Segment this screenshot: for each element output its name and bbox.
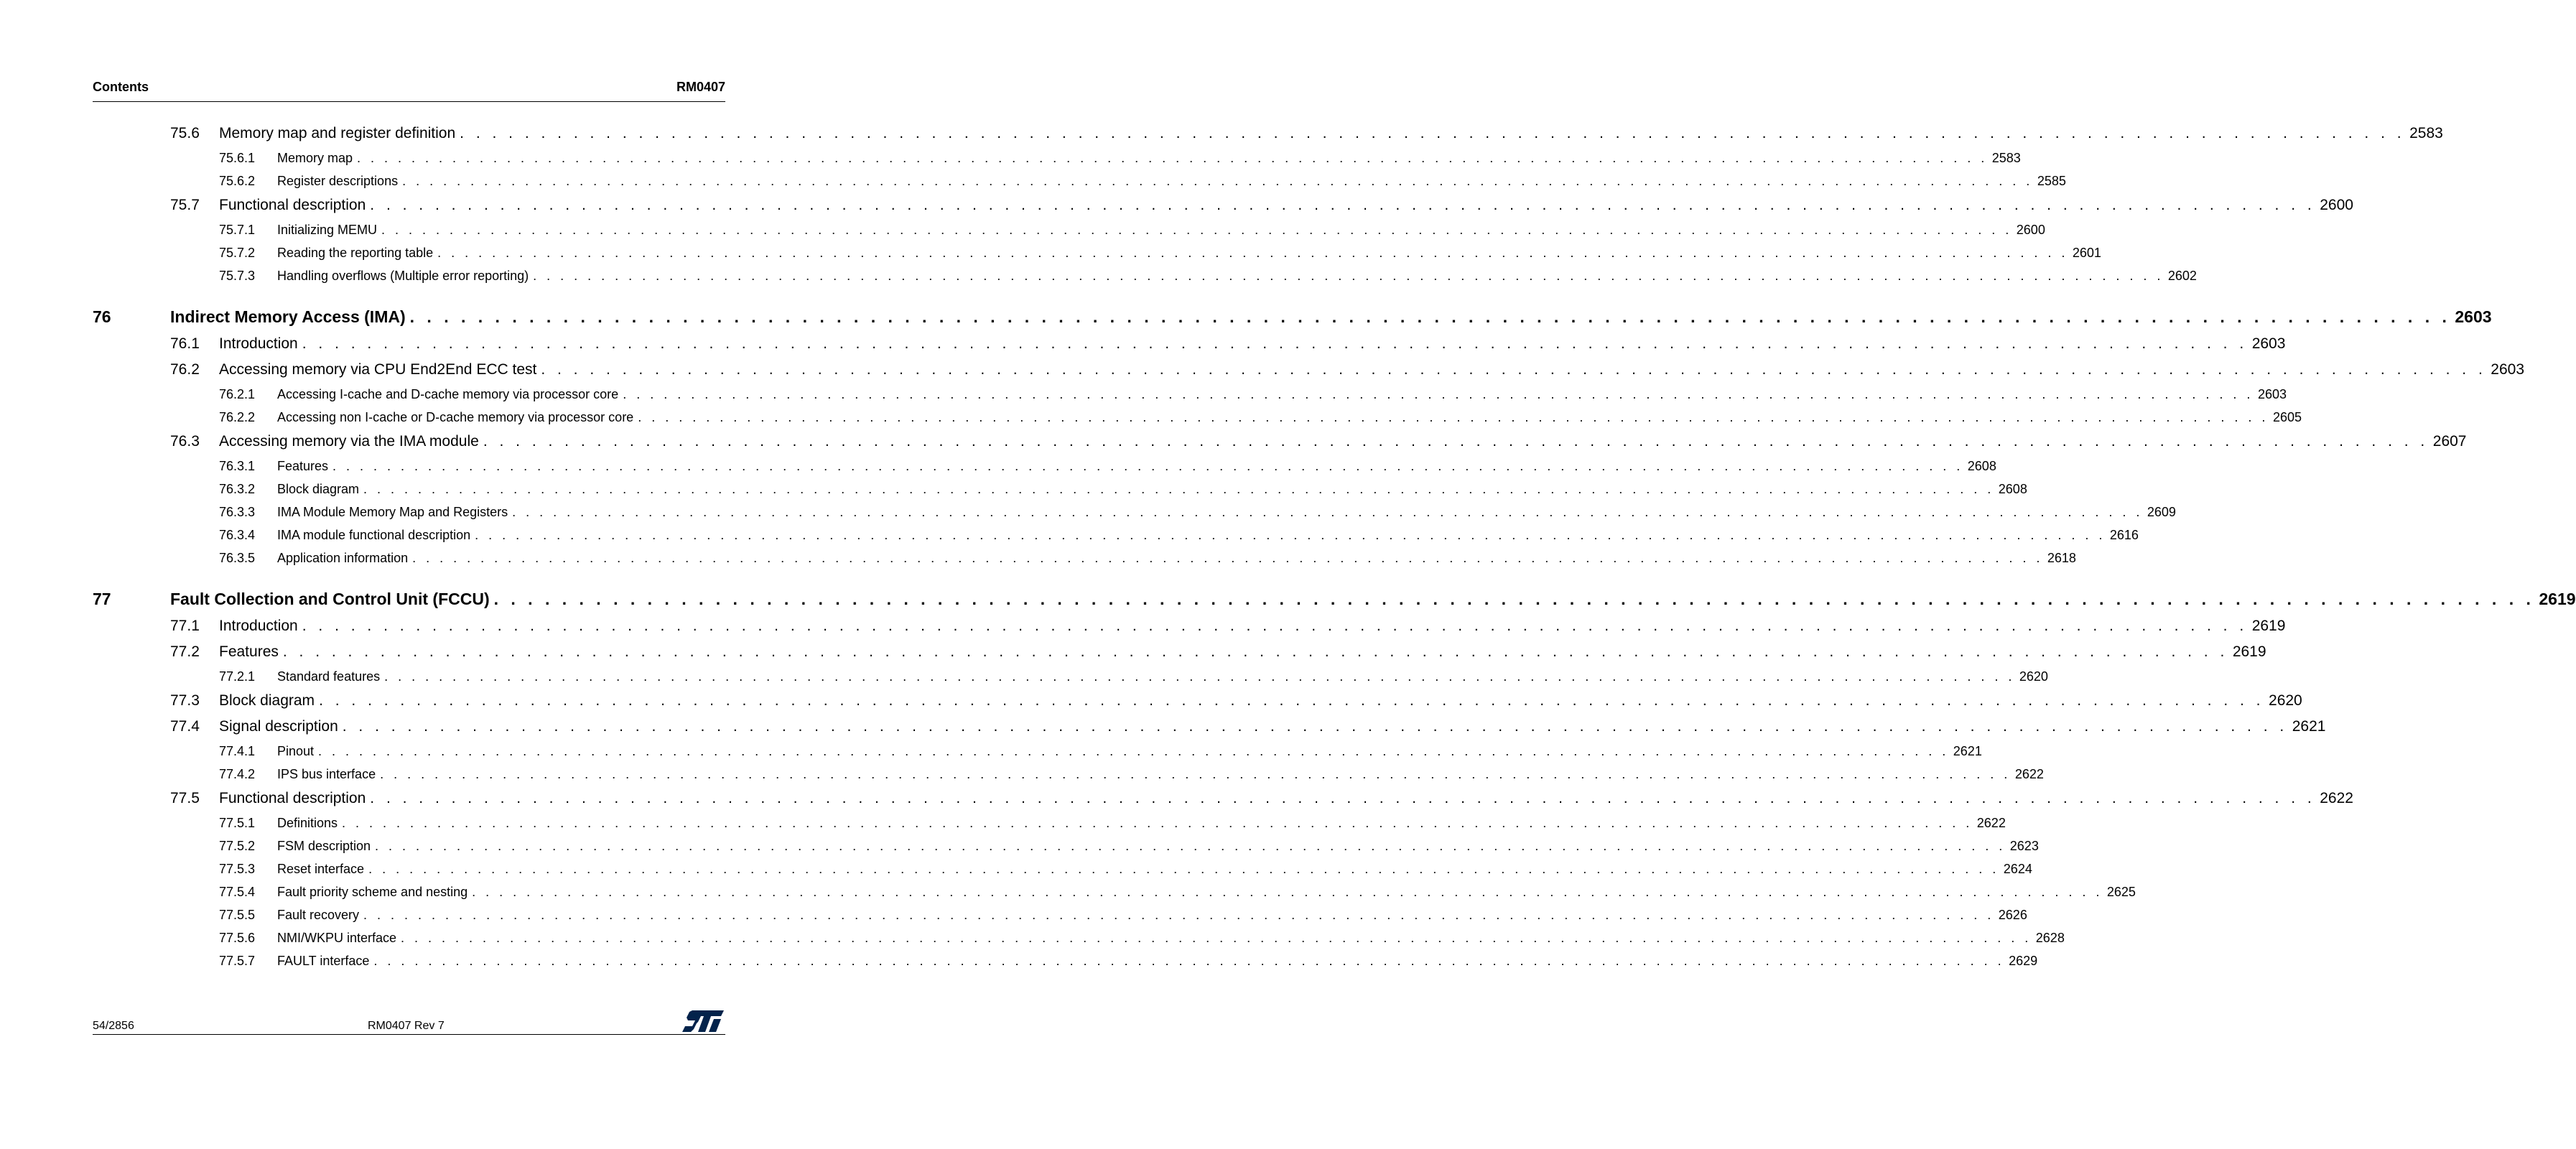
toc-entry-title: Definitions xyxy=(277,811,342,834)
toc-entry-page: 2621 xyxy=(1953,744,1982,758)
toc-entry-page: 2583 xyxy=(1991,151,2021,165)
toc-entry-page: 2600 xyxy=(2016,223,2045,237)
toc-entry-title: Introduction xyxy=(219,613,302,639)
header-rule xyxy=(93,101,725,102)
toc-entry-number: 77.5.3 xyxy=(219,862,256,876)
toc-entry-page: 2620 xyxy=(2019,669,2048,684)
toc-entry-title: Accessing memory via the IMA module xyxy=(219,429,483,455)
header-section-label: Contents xyxy=(93,80,149,94)
toc-section-entry[interactable] xyxy=(93,688,2302,714)
toc-dot-leader: . . . . . . . . . . . . . . . . . . . . . . . . . . . . . . . . . . . . . . . . . . . . . . . . . . . . . . . . . . . . . . . . . . . . . . . . . . . . . . . . . . . . . . . . . . . . . . . . . . . . . . . . . . . . . . . . . . . . . . . . xyxy=(318,744,1949,758)
toc-entry-page: 2608 xyxy=(1998,482,2027,496)
toc-subsection-entry[interactable] xyxy=(93,903,2027,926)
toc-entry-page: 2616 xyxy=(2109,528,2139,542)
toc-entry-number: 76.3 xyxy=(170,433,200,450)
toc-entry-page: 2619 xyxy=(2251,618,2286,634)
toc-entry-title: Handling overflows (Multiple error reporting) xyxy=(277,264,533,287)
toc-dot-leader: . . . . . . . . . . . . . . . . . . . . . . . . . . . . . . . . . . . . . . . . . . . . . . . . . . . . . . . . . . . . . . . . . . . . . . . . . . . . . . . . . . . . . . . . . . . . . . . . . . . . . . . . . . . . . . . . . . . . . . . . xyxy=(363,908,1994,922)
toc-entry-title: Accessing I-cache and D-cache memory via processor core xyxy=(277,383,623,406)
toc-entry-title: Indirect Memory Access (IMA) xyxy=(170,302,410,331)
header-doc-id: RM0407 xyxy=(676,80,725,94)
toc-entry-number: 75.7.2 xyxy=(219,246,256,260)
toc-dot-leader: . . . . . . . . . . . . . . . . . . . . . . . . . . . . . . . . . . . . . . . . . . . . . . . . . . . . . . . . . . . . . . . . . . . . . . . . . . . . . . . . . . . . . . . . . . . . . . . . . . . . . . . . . . . . . . . . . . . . . . . . xyxy=(384,669,2015,684)
toc-subsection-entry[interactable] xyxy=(93,455,1996,478)
toc-dot-leader: . . . . . . . . . . . . . . . . . . . . . . . . . . . . . . . . . . . . . . . . . . . . . . . . . . . . . . . . . . . . . . . . . . . . . . . . . . . . . . . . . . . . . . . . . . . . . . . . . . . . . . . . . . . . . . . . . . . . . . . . xyxy=(342,718,2288,735)
toc-dot-leader: . . . . . . . . . . . . . . . . . . . . . . . . . . . . . . . . . . . . . . . . . . . . . . . . . . . . . . . . . . . . . . . . . . . . . . . . . . . . . . . . . . . . . . . . . . . . . . . . . . . . . . . . . . . . . . . . . . . . . . . . xyxy=(409,307,2451,326)
toc-subsection-entry[interactable] xyxy=(93,811,2006,834)
toc-entry-number: 76.2.1 xyxy=(219,387,256,401)
toc-section-entry[interactable] xyxy=(93,357,2525,383)
chapter-gap xyxy=(93,569,725,585)
toc-entry-number: 76 xyxy=(93,307,111,326)
toc-section-entry[interactable] xyxy=(93,429,2467,455)
toc-dot-leader: . . . . . . . . . . . . . . . . . . . . . . . . . . . . . . . . . . . . . . . . . . . . . . . . . . . . . . . . . . . . . . . . . . . . . . . . . . . . . . . . . . . . . . . . . . . . . . . . . . . . . . . . . . . . . . . . . . . . . . . . xyxy=(472,885,2103,899)
toc-entry-title: Memory map and register definition xyxy=(219,121,460,146)
toc-subsection-entry[interactable] xyxy=(93,218,2045,241)
toc-subsection-entry[interactable] xyxy=(93,546,2076,569)
toc-dot-leader: . . . . . . . . . . . . . . . . . . . . . . . . . . . . . . . . . . . . . . . . . . . . . . . . . . . . . . . . . . . . . . . . . . . . . . . . . . . . . . . . . . . . . . . . . . . . . . . . . . . . . . . . . . . . . . . . . . . . . . . . xyxy=(412,551,2043,565)
toc-chapter-entry[interactable] xyxy=(93,302,2492,331)
toc-entry-number: 77.1 xyxy=(170,618,200,634)
toc-entry-number: 77.5.1 xyxy=(219,816,256,830)
toc-entry-number: 77.5.7 xyxy=(219,954,256,968)
toc-entry-title: Standard features xyxy=(277,665,384,688)
toc-subsection-entry[interactable] xyxy=(93,926,2065,949)
toc-entry-number: 77.2 xyxy=(170,643,200,660)
toc-entry-title: Fault Collection and Control Unit (FCCU) xyxy=(170,585,494,613)
toc-entry-title: Accessing memory via CPU End2End ECC test xyxy=(219,357,541,383)
toc-entry-page: 2622 xyxy=(2320,790,2353,806)
toc-entry-number: 75.7 xyxy=(170,197,200,213)
toc-entry-page: 2583 xyxy=(2409,125,2443,141)
toc-dot-leader: . . . . . . . . . . . . . . . . . . . . . . . . . . . . . . . . . . . . . . . . . . . . . . . . . . . . . . . . . . . . . . . . . . . . . . . . . . . . . . . . . . . . . . . . . . . . . . . . . . . . . . . . . . . . . . . . . . . . . . . . xyxy=(483,433,2429,450)
toc-entry-title: Block diagram xyxy=(277,478,363,501)
toc-entry-page: 2629 xyxy=(2009,954,2038,968)
toc-entry-number: 77.4 xyxy=(170,718,200,735)
toc-subsection-entry[interactable] xyxy=(93,264,2197,287)
toc-subsection-entry[interactable] xyxy=(93,880,2136,903)
toc-entry-title: Accessing non I-cache or D-cache memory via processor core xyxy=(277,406,638,429)
toc-entry-number: 75.6.1 xyxy=(219,151,256,165)
toc-dot-leader: . . . . . . . . . . . . . . . . . . . . . . . . . . . . . . . . . . . . . . . . . . . . . . . . . . . . . . . . . . . . . . . . . . . . . . . . . . . . . . . . . . . . . . . . . . . . . . . . . . . . . . . . . . . . . . . . . . . . . . . . xyxy=(541,361,2487,378)
toc-dot-leader: . . . . . . . . . . . . . . . . . . . . . . . . . . . . . . . . . . . . . . . . . . . . . . . . . . . . . . . . . . . . . . . . . . . . . . . . . . . . . . . . . . . . . . . . . . . . . . . . . . . . . . . . . . . . . . . . . . . . . . . . xyxy=(363,482,1994,496)
toc-dot-leader: . . . . . . . . . . . . . . . . . . . . . . . . . . . . . . . . . . . . . . . . . . . . . . . . . . . . . . . . . . . . . . . . . . . . . . . . . . . . . . . . . . . . . . . . . . . . . . . . . . . . . . . . . . . . . . . . . . . . . . . . xyxy=(342,816,1973,830)
toc-subsection-entry[interactable] xyxy=(93,834,2039,857)
toc-entry-title: Functional description xyxy=(219,192,370,218)
footer-doc-revision: RM0407 Rev 7 xyxy=(368,1020,445,1032)
toc-entry-page: 2605 xyxy=(2272,410,2302,424)
toc-entry-title: Functional description xyxy=(219,786,370,811)
toc-entry-number: 76.3.4 xyxy=(219,528,256,542)
toc-dot-leader: . . . . . . . . . . . . . . . . . . . . . . . . . . . . . . . . . . . . . . . . . . . . . . . . . . . . . . . . . . . . . . . . . . . . . . . . . . . . . . . . . . . . . . . . . . . . . . . . . . . . . . . . . . . . . . . . . . . . . . . . xyxy=(370,790,2316,806)
toc-entry-page: 2621 xyxy=(2292,718,2326,735)
toc-entry-title: FSM description xyxy=(277,834,375,857)
toc-entry-number: 75.7.3 xyxy=(219,269,256,283)
toc-entry-page: 2622 xyxy=(2014,767,2044,781)
toc-entry-page: 2602 xyxy=(2167,269,2197,283)
toc-entry-number: 77.5.5 xyxy=(219,908,256,922)
toc-entry-title: Initializing MEMU xyxy=(277,218,381,241)
toc-entry-title: Reset interface xyxy=(277,857,368,880)
toc-entry-number: 77.5.2 xyxy=(219,839,256,853)
toc-entry-page: 2624 xyxy=(2003,862,2032,876)
toc-subsection-entry[interactable] xyxy=(93,857,2032,880)
toc-entry-number: 77.4.2 xyxy=(219,767,256,781)
toc-entry-number: 75.6 xyxy=(170,125,200,141)
toc-dot-leader: . . . . . . . . . . . . . . . . . . . . . . . . . . . . . . . . . . . . . . . . . . . . . . . . . . . . . . . . . . . . . . . . . . . . . . . . . . . . . . . . . . . . . . . . . . . . . . . . . . . . . . . . . . . . . . . . . . . . . . . . xyxy=(370,197,2316,213)
toc-entry-page: 2618 xyxy=(2047,551,2076,565)
toc-entry-page: 2600 xyxy=(2320,197,2353,213)
toc-dot-leader: . . . . . . . . . . . . . . . . . . . . . . . . . . . . . . . . . . . . . . . . . . . . . . . . . . . . . . . . . . . . . . . . . . . . . . . . . . . . . . . . . . . . . . . . . . . . . . . . . . . . . . . . . . . . . . . . . . . . . . . . xyxy=(319,692,2265,709)
toc-section-entry[interactable] xyxy=(93,714,2326,740)
toc-dot-leader: . . . . . . . . . . . . . . . . . . . . . . . . . . . . . . . . . . . . . . . . . . . . . . . . . . . . . . . . . . . . . . . . . . . . . . . . . . . . . . . . . . . . . . . . . . . . . . . . . . . . . . . . . . . . . . . . . . . . . . . . xyxy=(375,839,2006,853)
footer-page-number: 54/2856 xyxy=(93,1020,134,1032)
toc-entry-number: 76.2.2 xyxy=(219,410,256,424)
toc-entry-title: Fault priority scheme and nesting xyxy=(277,880,472,903)
toc-entry-page: 2626 xyxy=(1998,908,2027,922)
toc-subsection-entry[interactable] xyxy=(93,763,2044,786)
toc-entry-page: 2623 xyxy=(2009,839,2039,853)
toc-entry-number: 75.6.2 xyxy=(219,174,256,188)
toc-entry-title: FAULT interface xyxy=(277,949,373,972)
toc-section-entry[interactable] xyxy=(93,613,2286,639)
table-of-contents xyxy=(93,121,2576,972)
toc-dot-leader: . . . . . . . . . . . . . . . . . . . . . . . . . . . . . . . . . . . . . . . . . . . . . . . . . . . . . . . . . . . . . . . . . . . . . . . . . . . . . . . . . . . . . . . . . . . . . . . . . . . . . . . . . . . . . . . . . . . . . . . . xyxy=(373,954,2005,968)
toc-dot-leader: . . . . . . . . . . . . . . . . . . . . . . . . . . . . . . . . . . . . . . . . . . . . . . . . . . . . . . . . . . . . . . . . . . . . . . . . . . . . . . . . . . . . . . . . . . . . . . . . . . . . . . . . . . . . . . . . . . . . . . . . xyxy=(282,643,2228,660)
toc-entry-page: 2603 xyxy=(2491,361,2525,378)
toc-entry-page: 2619 xyxy=(2232,643,2266,660)
toc-entry-title: Fault recovery xyxy=(277,903,363,926)
toc-entry-page: 2622 xyxy=(1976,816,2006,830)
toc-dot-leader: . . . . . . . . . . . . . . . . . . . . . . . . . . . . . . . . . . . . . . . . . . . . . . . . . . . . . . . . . . . . . . . . . . . . . . . . . . . . . . . . . . . . . . . . . . . . . . . . . . . . . . . . . . . . . . . . . . . . . . . . xyxy=(302,618,2248,634)
toc-dot-leader: . . . . . . . . . . . . . . . . . . . . . . . . . . . . . . . . . . . . . . . . . . . . . . . . . . . . . . . . . . . . . . . . . . . . . . . . . . . . . . . . . . . . . . . . . . . . . . . . . . . . . . . . . . . . . . . . . . . . . . . . xyxy=(357,151,1988,165)
toc-entry-title: IMA module functional description xyxy=(277,524,475,546)
toc-entry-page: 2603 xyxy=(2455,307,2492,326)
toc-entry-page: 2603 xyxy=(2257,387,2287,401)
toc-subsection-entry[interactable] xyxy=(93,665,2048,688)
toc-subsection-entry[interactable] xyxy=(93,241,2101,264)
toc-dot-leader: . . . . . . . . . . . . . . . . . . . . . . . . . . . . . . . . . . . . . . . . . . . . . . . . . . . . . . . . . . . . . . . . . . . . . . . . . . . . . . . . . . . . . . . . . . . . . . . . . . . . . . . . . . . . . . . . . . . . . . . . xyxy=(368,862,1999,876)
toc-entry-number: 77.5.4 xyxy=(219,885,256,899)
footer-rule xyxy=(93,1034,725,1035)
toc-chapter-entry[interactable] xyxy=(93,585,2576,613)
toc-entry-page: 2607 xyxy=(2432,433,2467,450)
toc-entry-title: NMI/WKPU interface xyxy=(277,926,401,949)
toc-subsection-entry[interactable] xyxy=(93,383,2287,406)
toc-dot-leader: . . . . . . . . . . . . . . . . . . . . . . . . . . . . . . . . . . . . . . . . . . . . . . . . . . . . . . . . . . . . . . . . . . . . . . . . . . . . . . . . . . . . . . . . . . . . . . . . . . . . . . . . . . . . . . . . . . . . . . . . xyxy=(493,590,2535,608)
toc-entry-number: 77.5 xyxy=(170,790,200,806)
toc-entry-number: 77.4.1 xyxy=(219,744,256,758)
toc-subsection-entry[interactable] xyxy=(93,740,1982,763)
toc-entry-title: Memory map xyxy=(277,146,357,169)
toc-dot-leader: . . . . . . . . . . . . . . . . . . . . . . . . . . . . . . . . . . . . . . . . . . . . . . . . . . . . . . . . . . . . . . . . . . . . . . . . . . . . . . . . . . . . . . . . . . . . . . . . . . . . . . . . . . . . . . . . . . . . . . . . xyxy=(401,931,2032,945)
toc-dot-leader: . . . . . . . . . . . . . . . . . . . . . . . . . . . . . . . . . . . . . . . . . . . . . . . . . . . . . . . . . . . . . . . . . . . . . . . . . . . . . . . . . . . . . . . . . . . . . . . . . . . . . . . . . . . . . . . . . . . . . . . . xyxy=(381,223,2012,237)
toc-entry-page: 2608 xyxy=(1967,459,1996,473)
toc-section-entry[interactable] xyxy=(93,192,2353,218)
chapter-gap xyxy=(93,287,725,302)
toc-subsection-entry[interactable] xyxy=(93,169,2066,192)
toc-subsection-entry[interactable] xyxy=(93,949,2038,972)
toc-dot-leader: . . . . . . . . . . . . . . . . . . . . . . . . . . . . . . . . . . . . . . . . . . . . . . . . . . . . . . . . . . . . . . . . . . . . . . . . . . . . . . . . . . . . . . . . . . . . . . . . . . . . . . . . . . . . . . . . . . . . . . . . xyxy=(402,174,2033,188)
toc-entry-page: 2625 xyxy=(2106,885,2136,899)
toc-entry-title: Block diagram xyxy=(219,688,319,714)
toc-entry-number: 77.3 xyxy=(170,692,200,709)
toc-entry-title: Features xyxy=(219,639,283,665)
toc-dot-leader: . . . . . . . . . . . . . . . . . . . . . . . . . . . . . . . . . . . . . . . . . . . . . . . . . . . . . . . . . . . . . . . . . . . . . . . . . . . . . . . . . . . . . . . . . . . . . . . . . . . . . . . . . . . . . . . . . . . . . . . . xyxy=(302,335,2248,352)
toc-entry-page: 2620 xyxy=(2269,692,2302,709)
toc-entry-title: Signal description xyxy=(219,714,343,740)
toc-entry-number: 77.5.6 xyxy=(219,931,256,945)
toc-entry-number: 77 xyxy=(93,590,111,608)
toc-section-entry[interactable] xyxy=(93,639,2266,665)
toc-subsection-entry[interactable] xyxy=(93,406,2302,429)
toc-subsection-entry[interactable] xyxy=(93,501,2176,524)
toc-dot-leader: . . . . . . . . . . . . . . . . . . . . . . . . . . . . . . . . . . . . . . . . . . . . . . . . . . . . . . . . . . . . . . . . . . . . . . . . . . . . . . . . . . . . . . . . . . . . . . . . . . . . . . . . . . . . . . . . . . . . . . . . xyxy=(475,528,2106,542)
toc-entry-number: 76.1 xyxy=(170,335,200,352)
toc-entry-number: 76.3.1 xyxy=(219,459,256,473)
toc-dot-leader: . . . . . . . . . . . . . . . . . . . . . . . . . . . . . . . . . . . . . . . . . . . . . . . . . . . . . . . . . . . . . . . . . . . . . . . . . . . . . . . . . . . . . . . . . . . . . . . . . . . . . . . . . . . . . . . . . . . . . . . . xyxy=(380,767,2011,781)
toc-entry-number: 76.3.2 xyxy=(219,482,256,496)
toc-entry-number: 76.3.5 xyxy=(219,551,256,565)
toc-subsection-entry[interactable] xyxy=(93,524,2139,546)
toc-subsection-entry[interactable] xyxy=(93,146,2021,169)
toc-dot-leader: . . . . . . . . . . . . . . . . . . . . . . . . . . . . . . . . . . . . . . . . . . . . . . . . . . . . . . . . . . . . . . . . . . . . . . . . . . . . . . . . . . . . . . . . . . . . . . . . . . . . . . . . . . . . . . . . . . . . . . . . xyxy=(638,410,2269,424)
toc-entry-number: 76.2 xyxy=(170,361,200,378)
toc-entry-number: 77.2.1 xyxy=(219,669,256,684)
toc-section-entry[interactable] xyxy=(93,121,2443,146)
toc-subsection-entry[interactable] xyxy=(93,478,2027,501)
toc-section-entry[interactable] xyxy=(93,331,2286,357)
toc-entry-page: 2585 xyxy=(2037,174,2066,188)
toc-section-entry[interactable] xyxy=(93,786,2353,811)
toc-entry-page: 2619 xyxy=(2539,590,2576,608)
toc-entry-title: Introduction xyxy=(219,331,302,357)
toc-entry-title: IMA Module Memory Map and Registers xyxy=(277,501,512,524)
toc-dot-leader: . . . . . . . . . . . . . . . . . . . . . . . . . . . . . . . . . . . . . . . . . . . . . . . . . . . . . . . . . . . . . . . . . . . . . . . . . . . . . . . . . . . . . . . . . . . . . . . . . . . . . . . . . . . . . . . . . . . . . . . . xyxy=(512,505,2143,519)
toc-entry-title: Features xyxy=(277,455,333,478)
toc-dot-leader: . . . . . . . . . . . . . . . . . . . . . . . . . . . . . . . . . . . . . . . . . . . . . . . . . . . . . . . . . . . . . . . . . . . . . . . . . . . . . . . . . . . . . . . . . . . . . . . . . . . . . . . . . . . . . . . . . . . . . . . . xyxy=(533,269,2164,283)
toc-entry-title: Application information xyxy=(277,546,412,569)
toc-dot-leader: . . . . . . . . . . . . . . . . . . . . . . . . . . . . . . . . . . . . . . . . . . . . . . . . . . . . . . . . . . . . . . . . . . . . . . . . . . . . . . . . . . . . . . . . . . . . . . . . . . . . . . . . . . . . . . . . . . . . . . . . xyxy=(437,246,2068,260)
toc-dot-leader: . . . . . . . . . . . . . . . . . . . . . . . . . . . . . . . . . . . . . . . . . . . . . . . . . . . . . . . . . . . . . . . . . . . . . . . . . . . . . . . . . . . . . . . . . . . . . . . . . . . . . . . . . . . . . . . . . . . . . . . . xyxy=(460,125,2406,141)
toc-dot-leader: . . . . . . . . . . . . . . . . . . . . . . . . . . . . . . . . . . . . . . . . . . . . . . . . . . . . . . . . . . . . . . . . . . . . . . . . . . . . . . . . . . . . . . . . . . . . . . . . . . . . . . . . . . . . . . . . . . . . . . . . xyxy=(333,459,1963,473)
toc-dot-leader: . . . . . . . . . . . . . . . . . . . . . . . . . . . . . . . . . . . . . . . . . . . . . . . . . . . . . . . . . . . . . . . . . . . . . . . . . . . . . . . . . . . . . . . . . . . . . . . . . . . . . . . . . . . . . . . . . . . . . . . . xyxy=(623,387,2254,401)
toc-entry-title: IPS bus interface xyxy=(277,763,380,786)
toc-entry-title: Register descriptions xyxy=(277,169,402,192)
toc-entry-page: 2609 xyxy=(2147,505,2176,519)
toc-entry-number: 75.7.1 xyxy=(219,223,256,237)
toc-entry-page: 2628 xyxy=(2035,931,2065,945)
toc-entry-title: Reading the reporting table xyxy=(277,241,437,264)
toc-entry-title: Pinout xyxy=(277,740,318,763)
st-logo-icon xyxy=(682,1009,724,1033)
toc-entry-page: 2601 xyxy=(2072,246,2101,260)
toc-entry-number: 76.3.3 xyxy=(219,505,256,519)
toc-entry-page: 2603 xyxy=(2251,335,2286,352)
